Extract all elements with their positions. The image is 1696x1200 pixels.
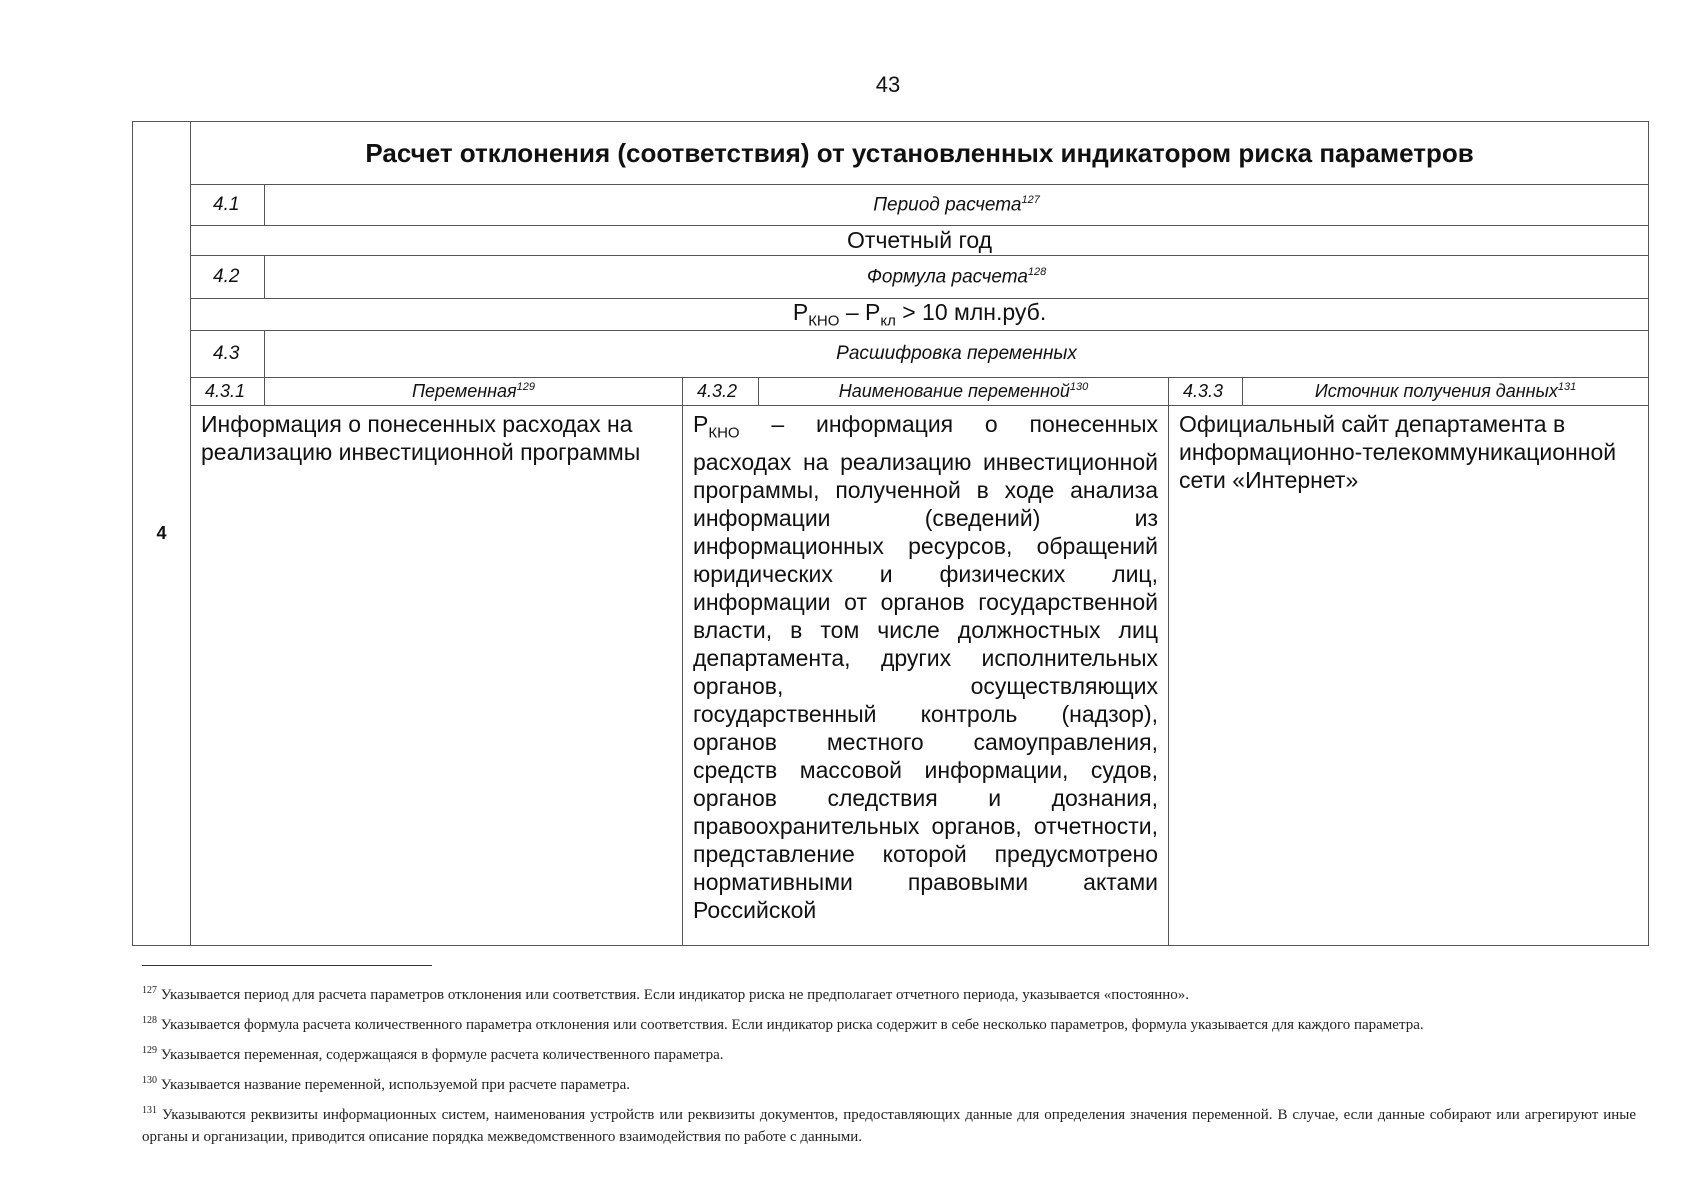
footnote-number: 127: [142, 985, 157, 996]
footnote-129: [142, 1040, 1636, 1066]
subheader-variable-code: 4.3.1: [191, 378, 265, 406]
formula-minus: –: [839, 299, 866, 326]
footnote-text: Указывается формула расчета количественного параметра отклонения или соответствия. Если индикатор риска содержит в себе несколько параметров, формула указывается для каждого параметра.: [157, 1017, 1424, 1033]
footnote-number: 129: [142, 1045, 157, 1056]
subheader-name: [759, 378, 1169, 406]
section-title-cell: [191, 122, 1649, 185]
vars-label: Расшифровка переменных: [265, 331, 1649, 378]
name-var-sub: КНО: [708, 424, 740, 442]
formula-label-cell: [265, 256, 1649, 299]
period-footnote-ref: 127: [1021, 193, 1040, 206]
page-number: 43: [875, 72, 901, 97]
period-label: Период расчета: [873, 194, 1022, 216]
footnote-131: [142, 1100, 1636, 1148]
footnote-number: 131: [142, 1105, 157, 1116]
footnote-text: Указывается период для расчета параметров отклонения или соответствия. Если индикатор риска не предполагает отчетного периода, указывается «постоянно».: [157, 987, 1190, 1003]
subheader-name-ref: 130: [1069, 381, 1089, 393]
formula-label: Формула расчета: [866, 266, 1028, 288]
subheader-variable-label: Переменная: [411, 381, 517, 401]
period-label-cell: [265, 185, 1649, 226]
variable-name-text: – информация о понесенных расходах на реализацию инвестиционной программы, полученной в ходе анализа информации (сведений) из информационных ресурсов, обращений юридических и физических лиц, информации от органов государственной власти, в том числе должностных лиц департамента, других исполнительных органов, осуществляющих государственный контроль (надзор), органов местного самоуправления, средств массовой информации, судов, органов следствия и дознания, правоохранительных органов, отчетности, представление которой предусмотрено нормативными правовыми актами Российской: [693, 411, 1158, 923]
formula-code: 4.2: [191, 256, 265, 299]
footnote-127: [142, 980, 1636, 1006]
formula-value: [191, 299, 1649, 331]
formula-rest: > 10 млн.руб.: [895, 299, 1047, 326]
subheader-name-code: 4.3.2: [683, 378, 759, 406]
variable-name-cell: [683, 406, 1169, 946]
footnote-number: 130: [142, 1075, 157, 1086]
name-var: P: [693, 411, 709, 437]
subheader-name-label: Наименование переменной: [838, 381, 1070, 401]
footnote-text: Указывается название переменной, используемой при расчете параметра.: [157, 1077, 631, 1093]
vars-code: 4.3: [191, 331, 265, 378]
formula-footnote-ref: 128: [1027, 265, 1047, 278]
section-title: Расчет отклонения (соответствия) от установленных индикатором риска параметров: [365, 137, 1474, 168]
row-number: 4: [156, 523, 167, 543]
footnote-130: [142, 1070, 1636, 1096]
formula-var1: P: [792, 299, 809, 326]
subheader-variable-ref: 129: [516, 381, 536, 393]
footnote-number: 128: [142, 1015, 157, 1026]
footnote-separator: [142, 965, 432, 966]
formula-var1-sub: КНО: [808, 312, 840, 330]
period-code: 4.1: [191, 185, 265, 226]
subheader-source-ref: 131: [1557, 381, 1577, 393]
footnote-text: Указывается переменная, содержащаяся в формуле расчета количественного параметра.: [157, 1047, 724, 1063]
footnotes: [142, 980, 1636, 1152]
formula-var2: P: [865, 299, 881, 326]
formula-var2-sub: кл: [880, 312, 896, 330]
subheader-variable: [265, 378, 683, 406]
data-source-cell: Официальный сайт департамента в информационно-телекоммуникационной сети «Интернет»: [1169, 406, 1649, 946]
variable-cell: Информация о понесенных расходах на реализацию инвестиционной программы: [191, 406, 683, 946]
subheader-source-code: 4.3.3: [1169, 378, 1243, 406]
period-value: Отчетный год: [191, 226, 1649, 256]
footnote-text: Указываются реквизиты информационных систем, наименования устройств или реквизиты документов, предоставляющих данные для определения значения переменной. В случае, если данные собирают или агрегируют иные органы и организации, приводится описание порядка межведомственного взаимодействия по работе с данными.: [142, 1107, 1636, 1145]
row-number-cell: [133, 122, 191, 946]
subheader-source-label: Источник получения данных: [1314, 381, 1558, 401]
subheader-source: [1243, 378, 1649, 406]
indicator-table: [132, 121, 1649, 946]
footnote-128: [142, 1010, 1636, 1036]
